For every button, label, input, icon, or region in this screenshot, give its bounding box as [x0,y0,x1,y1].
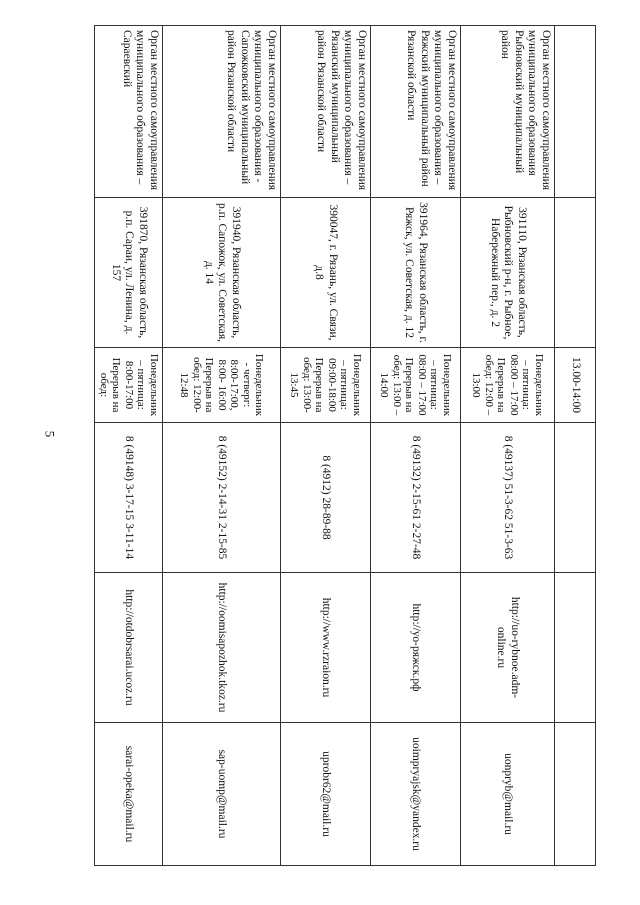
cell-empty [555,423,596,573]
cell-site-link[interactable]: http://uo-rybnoe.adm-online.ru [461,573,555,723]
cell-organ: Орган местного самоуправления муниципального образования - Сапожковский муниципальный район Рязанской области [163,26,281,198]
cell-phone: 8 (49148) 3-17-15 3-11-14 [95,423,163,573]
cell-phone: 8 (49152) 2-14-31 2-15-85 [163,423,281,573]
cell-phone: 8 (49137) 51-3-62 51-3-63 [461,423,555,573]
cell-email-link[interactable]: uoimpryajsk@yandex.ru [371,723,461,866]
page-number: 5 [42,430,58,438]
cell-empty [555,723,596,866]
cell-email-link[interactable]: sarai-opeka@mail.ru [95,723,163,866]
cell-empty [555,573,596,723]
table-row [371,26,461,866]
cell-phone: 8 (4912) 28-89-88 [281,423,371,573]
cell-address: 390047, г. Рязань, ул. Связи, д.8 [281,198,371,348]
cell-empty [555,26,596,198]
cell-schedule: Понедельник – пятница: 09:00-18:00 Перерыв на обед: 13:00-13:45 [281,348,371,423]
cell-email-link[interactable]: uonpryb@mail.ru [461,723,555,866]
cell-email-link[interactable]: uprobr62@mail.ru [281,723,371,866]
table-row [461,26,555,866]
table-rotation-frame [97,25,596,865]
table-row [163,26,281,866]
cell-address: 391940, Рязанская область, р.п. Сапожок, ул. Советская, д. 14 [163,198,281,348]
table-row [95,26,163,866]
cell-schedule: Понедельник - четверг: 8:00-17:00, 8:00- 16:00 Перерыв на обед: 12:00- 12:48 [163,348,281,423]
cell-site-link[interactable]: http://otdobrsarai.ucoz.ru [95,573,163,723]
table-row [281,26,371,866]
cell-schedule: Понедельник – пятница: 08:00 – 17:00 Перерыв на обед: 12:00 – 13:00 [461,348,555,423]
cell-empty [555,198,596,348]
cell-phone: 8 (49132) 2-15-61 2-27-48 [371,423,461,573]
cell-organ: Орган местного самоуправления муниципального образования Рыбновский муниципальный район [461,26,555,198]
cell-site-link[interactable]: http://oomisapozhok.tkoz.ru [163,573,281,723]
cell-email-link[interactable]: sap-uomp@mail.ru [163,723,281,866]
cell-schedule: Понедельник – пятница: 8:00-17:00 Перерыв на обед: [95,348,163,423]
cell-organ: Орган местного самоуправления муниципального образования – Ряжский муниципальный район Рязанской области [371,26,461,198]
table-row [555,26,596,866]
cell-address: 391110, Рязанская область, Рыбновский р-н, г. Рыбное, Набережный пер., д. 2 [461,198,555,348]
cell-site-link[interactable]: http://уо-ряжск.рф [371,573,461,723]
cell-site-link[interactable]: http://www.rzraion.ru [281,573,371,723]
cell-address: 391870, Рязанская область, р.п. Сараи, ул. Ленина, д. 157 [95,198,163,348]
cell-hours: 13.00-14:00 [555,348,596,423]
rotated-table-container [97,25,596,865]
organizations-table [94,25,596,866]
cell-address: 391964, Рязанская область, г. Ряжск, ул. Советская, д. 12 [371,198,461,348]
cell-organ: Орган местного самоуправления муниципального образования – Рязанский муниципальный район Рязанской области [281,26,371,198]
cell-schedule: Понедельник – пятница: 08:00 – 17:00 Перерыв на обед: 13:00 – 14:00 [371,348,461,423]
cell-organ: Орган местного самоуправления муниципального образования – Сараевский [95,26,163,198]
